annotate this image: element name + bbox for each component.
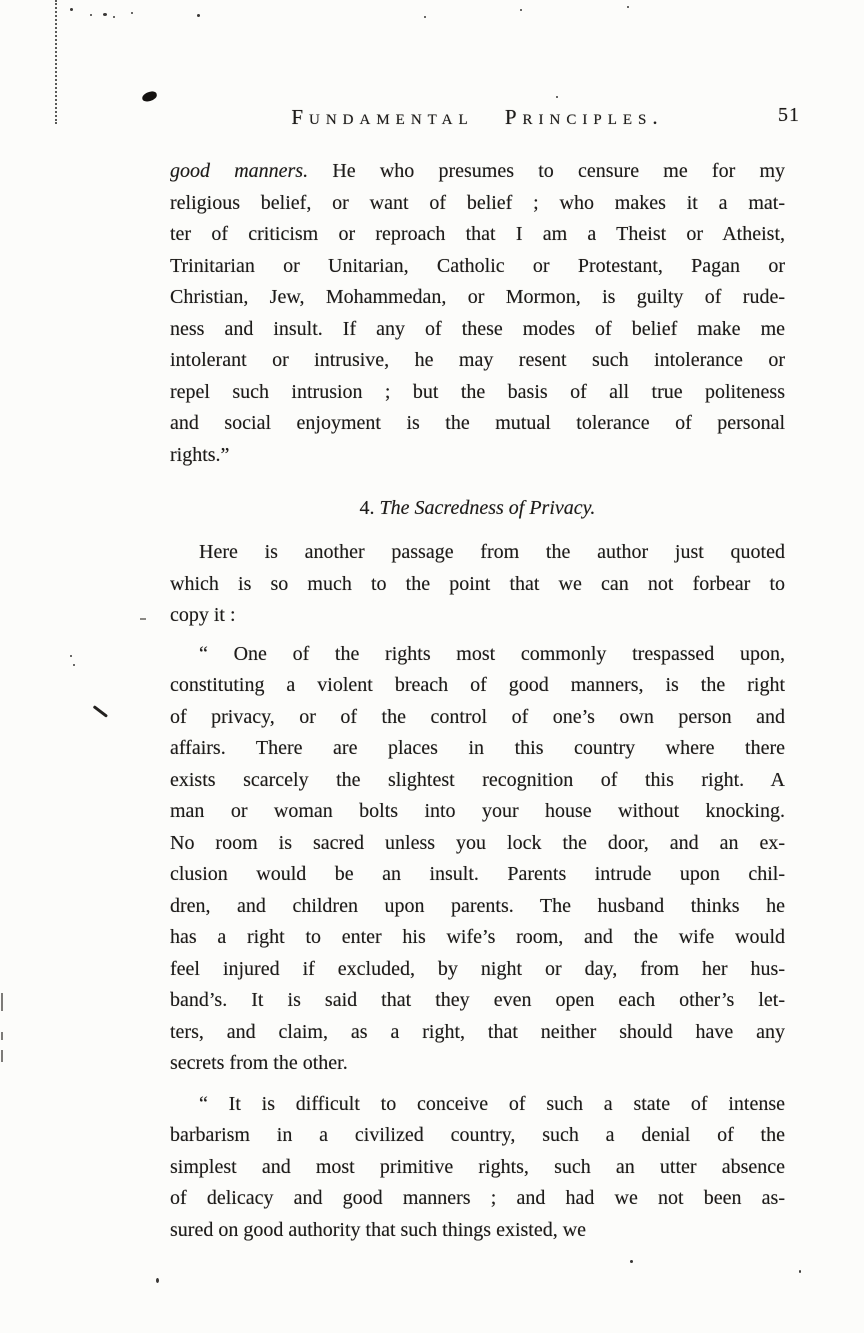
scan-artifact-speck — [556, 96, 558, 98]
scan-artifact-speck — [113, 16, 115, 18]
text-line: ness and insult. If any of these modes of belief make me — [170, 317, 785, 340]
text-line: of privacy, or of the control of one’s own person and — [170, 705, 785, 728]
text-line: “ One of the rights most commonly trespassed upon, — [199, 642, 785, 665]
text-line: Here is another passage from the author just quoted — [199, 541, 785, 563]
scan-artifact-speck — [520, 9, 522, 11]
running-head-title: Fundamental Principles. — [291, 105, 664, 129]
text-block — [170, 156, 785, 1246]
paragraph — [170, 1089, 785, 1247]
scan-artifact-speck — [70, 8, 73, 11]
text-line: dren, and children upon parents. The husband thinks he — [170, 894, 785, 917]
scan-artifact-speck — [627, 6, 629, 8]
text-line: No room is sacred unless you lock the door, and an ex- — [170, 831, 785, 854]
text-line: man or woman bolts into your house without knocking. — [170, 800, 785, 822]
scan-artifact-dash — [140, 618, 146, 620]
text-line: which is so much to the point that we can not forbear to — [170, 572, 785, 595]
text-line: “ It is difficult to conceive of such a state of intense — [199, 1092, 785, 1115]
text-line: of delicacy and good manners ; and had we not been as- — [170, 1187, 785, 1209]
scan-artifact-speck — [131, 12, 133, 14]
section-heading-number: 4. — [359, 497, 375, 519]
scan-artifact-speck — [73, 664, 75, 666]
scan-artifact-speck — [630, 1260, 633, 1263]
text-line: secrets from the other. — [170, 1052, 348, 1074]
paragraph — [170, 537, 785, 632]
text-line: clusion would be an insult. Parents intrude upon chil- — [170, 863, 785, 885]
scan-artifact-speck — [70, 655, 72, 657]
text-line: band’s. It is said that they even open each other’s let- — [170, 989, 785, 1011]
scan-artifact-dotted-edge — [55, 0, 57, 124]
text-line: sured on good authority that such things existed, we — [170, 1218, 587, 1241]
scan-artifact-speck — [197, 14, 200, 17]
text-line: religious belief, or want of belief ; who makes it a mat- — [170, 191, 785, 214]
text-line: intolerant or intrusive, he may resent such intolerance or — [170, 349, 785, 371]
text-line — [170, 156, 785, 188]
text-line: affairs. There are places in this country where there — [170, 737, 785, 759]
section-heading-title: The Sacredness of Privacy. — [379, 497, 596, 519]
text-line: ter of criticism or reproach that I am a Theist or Atheist, — [170, 223, 785, 245]
scan-artifact-speck — [799, 1270, 801, 1273]
text-line: exists scarcely the slightest recognition of this right. A — [170, 768, 785, 791]
text-line: rights.” — [170, 443, 230, 466]
page-number: 51 — [778, 104, 800, 126]
scan-artifact-speck — [156, 1278, 159, 1283]
scan-artifact-speck — [103, 13, 107, 16]
paragraph-lead-italic: good manners. — [170, 160, 309, 182]
scan-artifact-ink-blob — [141, 90, 158, 102]
text-line: repel such intrusion ; but the basis of all true politeness — [170, 380, 785, 403]
scan-artifact-edge-bar — [1, 1050, 3, 1062]
paragraph — [170, 156, 785, 471]
text-line: Trinitarian or Unitarian, Catholic or Protestant, Pagan or — [170, 254, 785, 277]
text-line: barbarism in a civilized country, such a denial of the — [170, 1124, 785, 1146]
text-line: has a right to enter his wife’s room, and the wife would — [170, 926, 785, 948]
scan-artifact-speck — [90, 14, 92, 16]
text-line: and social enjoyment is the mutual tolerance of personal — [170, 412, 785, 434]
text-line: copy it : — [170, 604, 236, 626]
text-line: Christian, Jew, Mohammedan, or Mormon, is guilty of rude- — [170, 286, 785, 308]
scan-artifact-speck — [424, 16, 426, 18]
scan-artifact-diagonal-mark — [93, 705, 108, 717]
text-line: ters, and claim, as a right, that neither should have any — [170, 1020, 785, 1043]
text-line: constituting a violent breach of good manners, is the right — [170, 674, 785, 696]
text-line-rest: He who presumes to censure me for my — [332, 160, 785, 182]
section-heading — [170, 492, 785, 524]
text-line: feel injured if excluded, by night or day, from her hus- — [170, 957, 785, 980]
scan-artifact-edge-bar — [1, 1032, 3, 1040]
paragraph — [170, 639, 785, 1080]
text-line: simplest and most primitive rights, such an utter absence — [170, 1155, 785, 1178]
scan-artifact-edge-bar — [1, 993, 3, 1011]
